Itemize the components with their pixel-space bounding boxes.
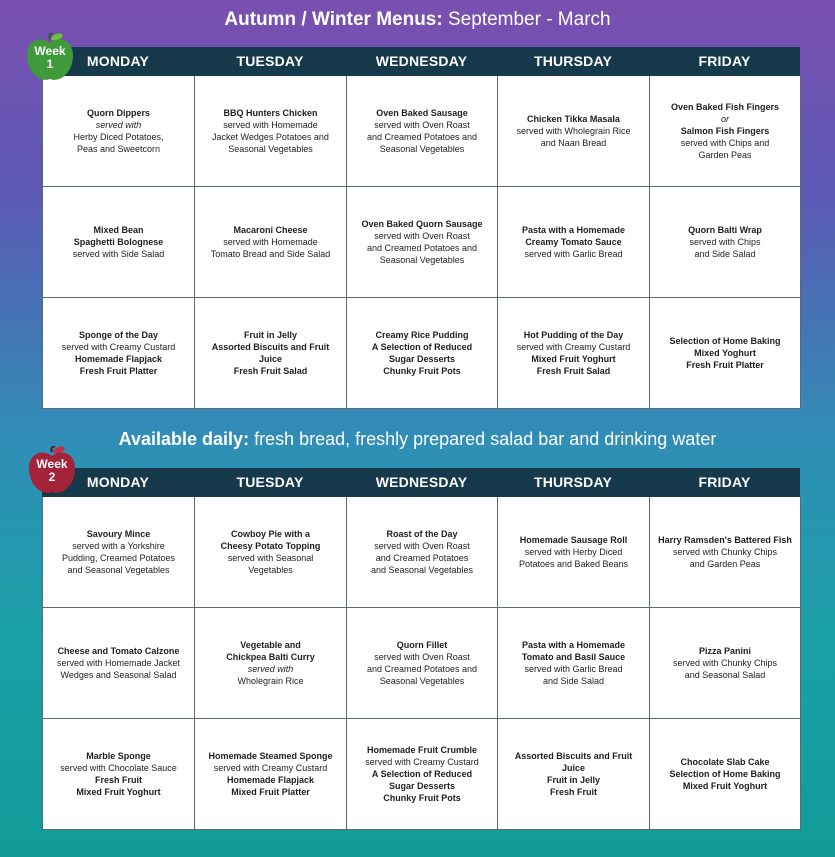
menu-line: Pasta with a Homemade	[521, 225, 626, 235]
menu-line: served with Chunky Chips	[672, 547, 778, 557]
menu-line: Selection of Home Baking	[669, 769, 781, 779]
menu-line: served with Creamy Custard	[365, 757, 479, 767]
menu-line: served with Chocolate Sauce	[60, 763, 177, 773]
week-1-header	[42, 47, 800, 76]
menu-line: Fresh Fruit Platter	[686, 360, 764, 370]
menu-cell	[347, 187, 498, 298]
menu-line: served with Creamy Custard	[213, 763, 328, 773]
menu-line: Oven Baked Fish Fingers	[670, 102, 780, 112]
week-2-header	[42, 468, 800, 497]
menu-cell	[347, 497, 498, 608]
menu-line: Vegetable and	[240, 640, 301, 650]
menu-cell	[43, 187, 195, 298]
menu-line: Harry Ramsden's Battered Fish	[658, 535, 792, 545]
menu-line: Fresh Fruit Platter	[79, 366, 158, 376]
menu-cell	[195, 497, 347, 608]
menu-line: and Creamed Potatoes	[375, 553, 469, 563]
menu-line: Homemade Sausage Roll	[519, 535, 628, 545]
day-header: THURSDAY	[533, 53, 613, 69]
day-header: MONDAY	[86, 53, 150, 69]
menu-line: Fruit in Jelly	[546, 775, 600, 785]
menu-line: served with a Yorkshire	[72, 541, 165, 551]
menu-cell	[347, 719, 498, 830]
menu-line: Cheesy Potato Topping	[220, 541, 321, 551]
menu-line: Seasonal Vegetables	[379, 676, 465, 686]
menu-line: Spaghetti Bolognese	[73, 237, 164, 247]
day-header: MONDAY	[86, 474, 150, 490]
menu-line: and Side Salad	[542, 676, 605, 686]
menu-line: Homemade Flapjack	[226, 775, 315, 785]
menu-line: served with Chips and	[680, 138, 770, 148]
menu-cell	[43, 298, 195, 409]
menu-line: Oven Baked Quorn Sausage	[361, 219, 483, 229]
menu-line: and Seasonal Salad	[684, 670, 766, 680]
menu-line: Homemade Fruit Crumble	[366, 745, 478, 755]
menu-line: Assorted Biscuits and Fruit Juice	[514, 751, 633, 773]
menu-line: Assorted Biscuits and Fruit Juice	[211, 342, 330, 364]
menu-line: served with Homemade Jacket	[56, 658, 181, 668]
menu-line: Sugar Desserts	[388, 354, 456, 364]
menu-line: Pasta with a Homemade	[521, 640, 626, 650]
menu-line: A Selection of Reduced	[371, 769, 473, 779]
menu-line: Herby Diced Potatoes,	[73, 132, 164, 142]
menu-line: Chocolate Slab Cake	[680, 757, 770, 767]
week-1-menu	[42, 47, 800, 409]
menu-cell	[43, 719, 195, 830]
menu-line: Creamy Rice Pudding	[375, 330, 469, 340]
menu-line: served with Oven Roast	[374, 541, 470, 551]
menu-line: Homemade Flapjack	[74, 354, 163, 364]
menu-line: A Selection of Reduced	[371, 342, 473, 352]
menu-line: Quorn Balti Wrap	[688, 225, 762, 235]
daily-note-rest: fresh bread, freshly prepared salad bar and drinking water	[249, 429, 717, 449]
menu-line: served with Garlic Bread	[524, 249, 623, 259]
menu-line: served with Garlic Bread	[524, 664, 623, 674]
day-header: TUESDAY	[236, 53, 304, 69]
menu-line: Mixed Fruit Yoghurt	[531, 354, 616, 364]
menu-cell	[43, 76, 195, 187]
menu-line: Fresh Fruit	[94, 775, 142, 785]
menu-line: served with Homemade	[223, 120, 318, 130]
menu-line: Mixed Fruit Platter	[231, 787, 310, 797]
menu-line: Pudding, Creamed Potatoes	[61, 553, 176, 563]
menu-line: Wedges and Seasonal Salad	[60, 670, 177, 680]
menu-line: and Seasonal Vegetables	[67, 565, 170, 575]
menu-line: and Naan Bread	[540, 138, 607, 148]
menu-line: served with Homemade	[223, 237, 318, 247]
menu-line: Oven Baked Sausage	[376, 108, 468, 118]
menu-line: served with Creamy Custard	[516, 342, 631, 352]
week-1-number: 1	[46, 57, 54, 71]
day-header: FRIDAY	[698, 474, 751, 490]
menu-line: Chicken Tikka Masala	[527, 114, 620, 124]
week-1-label: Week	[34, 44, 66, 58]
menu-line: Marble Sponge	[86, 751, 151, 761]
menu-line: Cowboy Pie with a	[230, 529, 310, 539]
menu-line: served with Seasonal	[227, 553, 314, 563]
day-header: WEDNESDAY	[375, 53, 468, 69]
menu-line: and Seasonal Vegetables	[370, 565, 474, 575]
menu-line: served with Oven Roast	[374, 652, 470, 662]
menu-line: Mixed Fruit Yoghurt	[682, 781, 768, 791]
menu-line: Fresh Fruit Salad	[233, 366, 308, 376]
week-1-grid	[42, 76, 800, 409]
week-2-number: 2	[48, 470, 56, 484]
menu-line: Tomato Bread and Side Salad	[210, 249, 331, 259]
menu-line: Creamy Tomato Sauce	[525, 237, 622, 247]
menu-cell	[195, 298, 347, 409]
menu-cell	[498, 187, 650, 298]
menu-line: Fresh Fruit	[549, 787, 597, 797]
menu-line: served with Herby Diced	[524, 547, 623, 557]
menu-cell	[498, 298, 650, 409]
menu-cell	[650, 497, 801, 608]
menu-cell	[195, 719, 347, 830]
menu-line: Sugar Desserts	[388, 781, 456, 791]
week-2-grid	[42, 497, 800, 830]
menu-line: and Creamed Potatoes and	[366, 243, 478, 253]
menu-cell	[650, 76, 801, 187]
menu-line: Seasonal Vegetables	[379, 144, 465, 154]
menu-cell	[498, 76, 650, 187]
page-title-bold: Autumn / Winter Menus:	[224, 9, 443, 30]
menu-cell	[195, 76, 347, 187]
week-2-apple-icon	[26, 446, 78, 496]
menu-cell	[650, 608, 801, 719]
day-header: TUESDAY	[236, 474, 304, 490]
menu-line: Peas and Sweetcorn	[76, 144, 161, 154]
menu-line: and Creamed Potatoes and	[366, 132, 478, 142]
menu-line: Jacket Wedges Potatoes and	[212, 132, 329, 142]
menu-line: Mixed Yoghurt	[694, 348, 756, 358]
menu-line: served with Chips	[689, 237, 761, 247]
menu-cell	[498, 719, 650, 830]
menu-line: Quorn Dippers	[86, 108, 150, 118]
week-1-apple-icon	[24, 33, 76, 83]
menu-line: and Garden Peas	[689, 559, 761, 569]
menu-line: served with Chunky Chips	[672, 658, 778, 668]
menu-line: Quorn Fillet	[396, 640, 448, 650]
menu-line: Salmon Fish Fingers	[680, 126, 770, 136]
menu-cell	[498, 608, 650, 719]
menu-line: or	[720, 114, 729, 124]
page-title	[0, 8, 835, 32]
menu-line: Chunky Fruit Pots	[383, 366, 461, 376]
menu-cell	[347, 298, 498, 409]
menu-line: Homemade Steamed Sponge	[208, 751, 333, 761]
menu-line: served with Oven Roast	[374, 231, 470, 241]
menu-line: Seasonal Vegetables	[228, 144, 313, 154]
menu-line: Tomato and Basil Sauce	[521, 652, 626, 662]
menu-line: and Creamed Potatoes and	[366, 664, 478, 674]
day-header: THURSDAY	[533, 474, 613, 490]
week-2-menu	[42, 468, 800, 830]
menu-line: Macaroni Cheese	[233, 225, 308, 235]
menu-line: Wholegrain Rice	[237, 676, 304, 686]
menu-line: Garden Peas	[698, 150, 752, 160]
menu-line: BBQ Hunters Chicken	[223, 108, 318, 118]
menu-line: Chunky Fruit Pots	[383, 793, 461, 803]
menu-cell	[650, 187, 801, 298]
menu-cell	[650, 298, 801, 409]
menu-line: served with	[95, 120, 142, 130]
menu-line: served with Side Salad	[72, 249, 165, 259]
menu-cell	[43, 497, 195, 608]
menu-line: and Side Salad	[694, 249, 756, 259]
menu-line: Savoury Mince	[86, 529, 151, 539]
menu-cell	[195, 187, 347, 298]
page-title-rest: September - March	[442, 9, 611, 30]
menu-line: Seasonal Vegetables	[379, 255, 465, 265]
menu-line: Chickpea Balti Curry	[226, 652, 315, 662]
menu-line: served with	[247, 664, 294, 674]
menu-cell	[43, 608, 195, 719]
menu-line: Roast of the Day	[386, 529, 458, 539]
daily-note	[0, 428, 835, 450]
menu-line: Potatoes and Baked Beans	[518, 559, 629, 569]
menu-cell	[498, 497, 650, 608]
menu-line: served with Wholegrain Rice	[516, 126, 631, 136]
menu-line: Fresh Fruit Salad	[536, 366, 611, 376]
menu-line: served with Creamy Custard	[61, 342, 176, 352]
menu-line: served with Oven Roast	[374, 120, 470, 130]
menu-line: Fruit in Jelly	[243, 330, 297, 340]
day-header: WEDNESDAY	[375, 474, 468, 490]
day-header: FRIDAY	[698, 53, 751, 69]
menu-line: Vegetables	[248, 565, 293, 575]
daily-note-bold: Available daily:	[118, 429, 250, 449]
menu-cell	[347, 608, 498, 719]
menu-line: Mixed Fruit Yoghurt	[76, 787, 161, 797]
menu-line: Sponge of the Day	[78, 330, 158, 340]
menu-cell	[650, 719, 801, 830]
week-2-label: Week	[36, 457, 68, 471]
menu-line: Pizza Panini	[698, 646, 751, 656]
menu-line: Hot Pudding of the Day	[523, 330, 624, 340]
menu-line: Cheese and Tomato Calzone	[57, 646, 180, 656]
menu-line: Mixed Bean	[93, 225, 144, 235]
menu-cell	[195, 608, 347, 719]
menu-line: Selection of Home Baking	[669, 336, 781, 346]
menu-cell	[347, 76, 498, 187]
